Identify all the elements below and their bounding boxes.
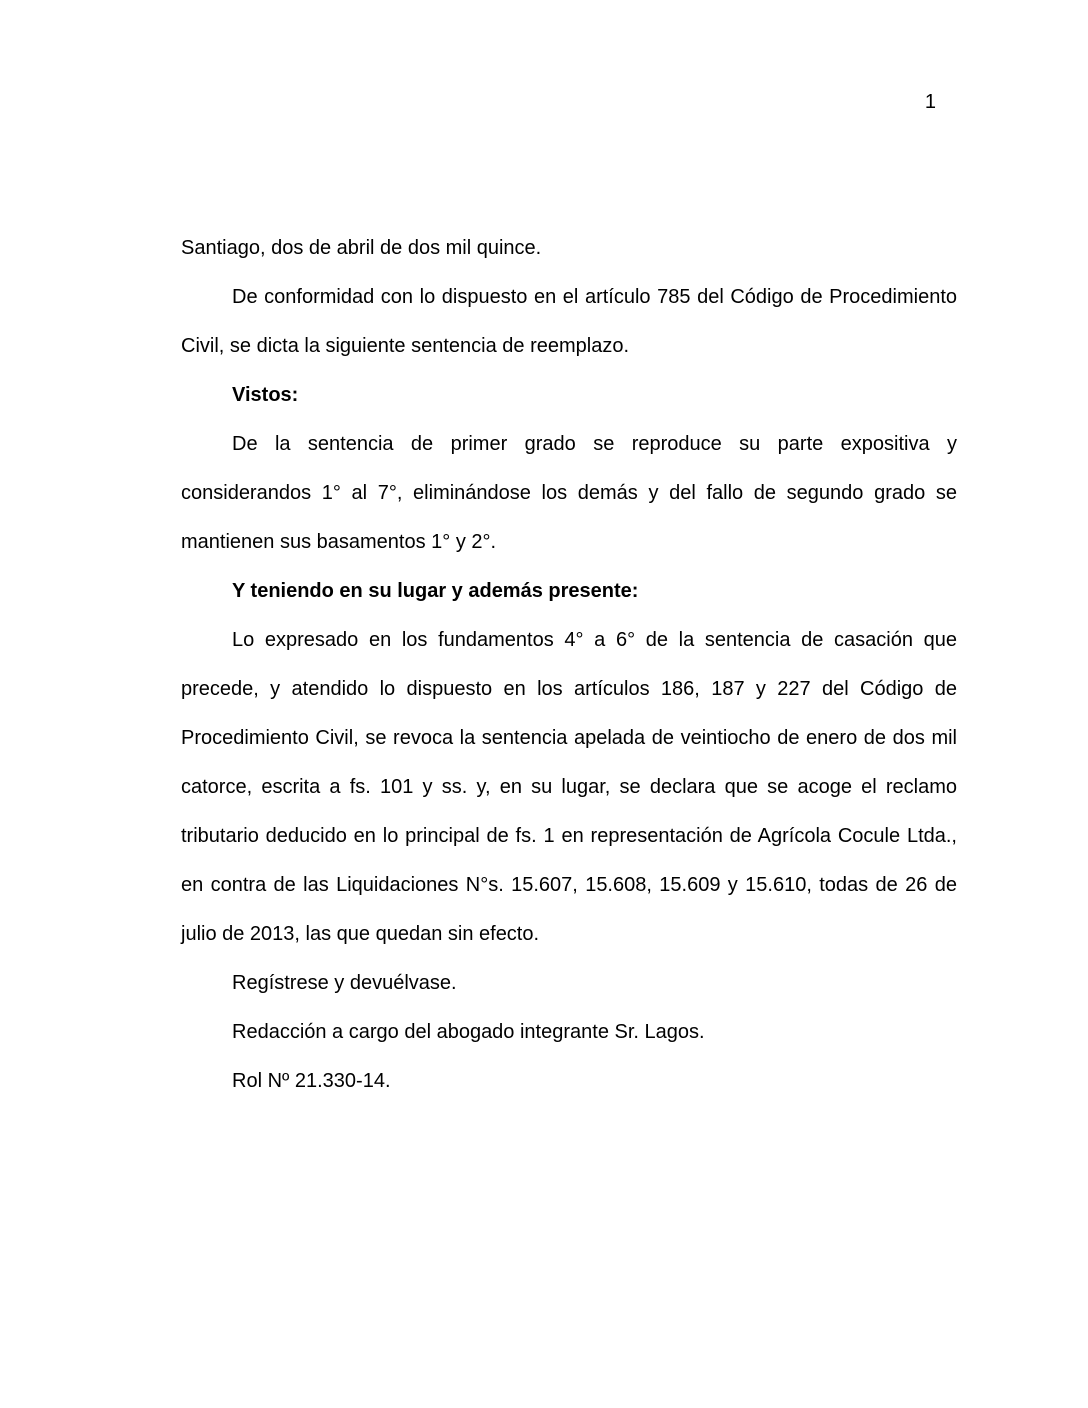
vistos-paragraph: De la sentencia de primer grado se reproduce su parte expositiva y considerandos 1° al 7°, eliminándose los demás y del fallo de segundo grado se mantienen sus basamentos 1° y 2°.: [181, 433, 957, 553]
intro-paragraph: De conformidad con lo dispuesto en el artículo 785 del Código de Procedimiento Civil, se dicta la siguiente sentencia de reemplazo.: [181, 286, 957, 357]
registrese-line: Regístrese y devuélvase.: [232, 972, 457, 994]
redaccion-line: Redacción a cargo del abogado integrante Sr. Lagos.: [232, 1021, 705, 1043]
document-body: [181, 224, 957, 1106]
vistos-heading: Vistos:: [232, 384, 299, 406]
page-number: 1: [924, 91, 936, 113]
decision-paragraph: Lo expresado en los fundamentos 4° a 6° de la sentencia de casación que precede, y atendido lo dispuesto en los artículos 186, 187 y 227 del Código de Procedimiento Civil, se revoca la sentencia apelada de veintiocho de enero de dos mil catorce, escrita a fs. 101 y ss. y, en su lugar, se declara que se acoge el reclamo tributario deducido en lo principal de fs. 1 en representación de Agrícola Cocule Ltda., en contra de las Liquidaciones N°s. 15.607, 15.608, 15.609 y 15.610, todas de 26 de julio de 2013, las que quedan sin efecto.: [181, 629, 957, 945]
rol-line: Rol Nº 21.330-14.: [232, 1070, 391, 1092]
teniendo-heading: Y teniendo en su lugar y además presente:: [232, 580, 639, 602]
date-line: Santiago, dos de abril de dos mil quince.: [181, 237, 542, 259]
